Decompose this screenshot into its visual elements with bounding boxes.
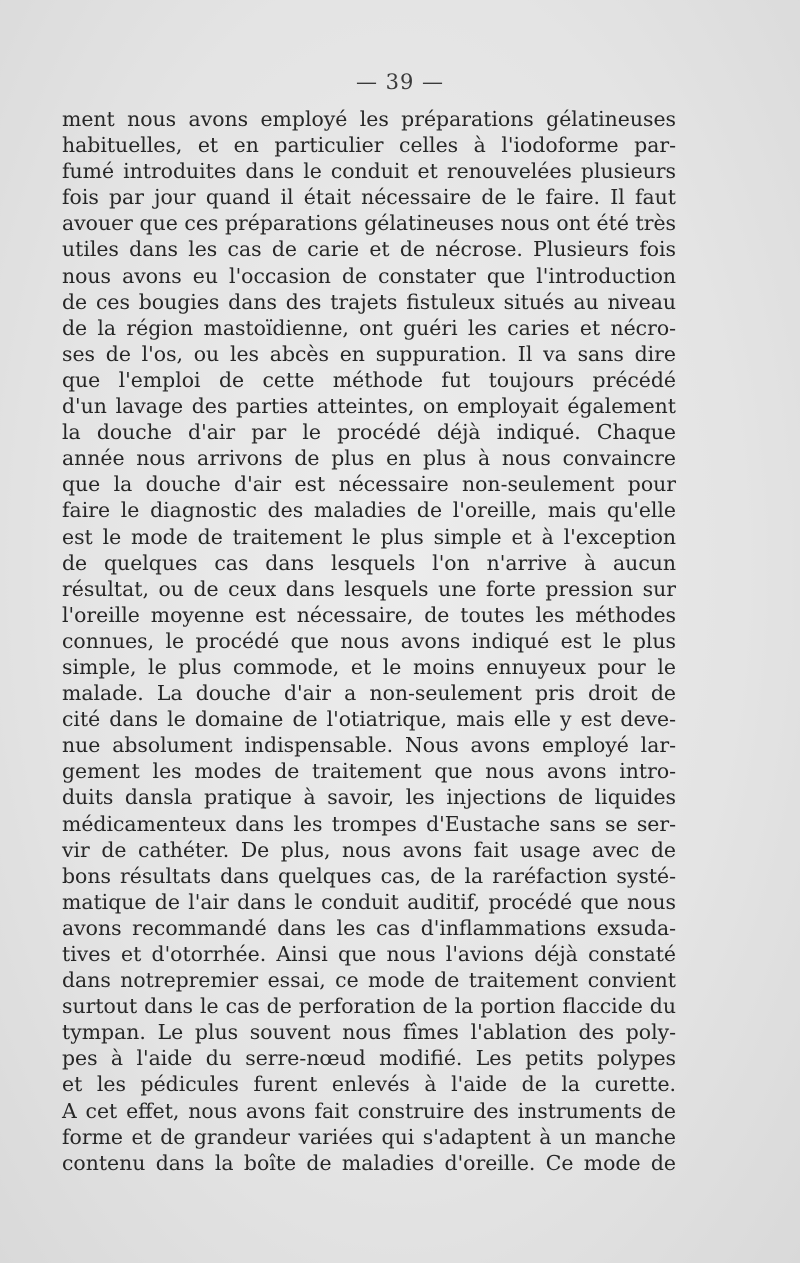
text-line: de la région mastoïdienne, ont guéri les caries et nécro-: [62, 315, 676, 340]
text-line: duits dansla pratique à savoir, les injections de liquides: [62, 785, 676, 810]
text-line: contenu dans la boîte de maladies d'oreille. Ce mode de: [62, 1150, 676, 1175]
text-line: tives et d'otorrhée. Ainsi que nous l'avions déjà constaté: [62, 942, 676, 966]
page-number: — 39 —: [355, 70, 445, 94]
text-line: pes à l'aide du serre-nœud modifié. Les petits polypes: [62, 1046, 676, 1071]
text-line: simple, le plus commode, et le moins ennuyeux pour le: [62, 654, 676, 679]
text-line: connues, le procédé que nous avons indiqué est le plus: [62, 628, 676, 653]
text-line: cité dans le domaine de l'otiatrique, mais elle y est deve-: [62, 707, 676, 732]
text-line: de ces bougies dans des trajets fistuleux situés au niveau: [62, 289, 676, 314]
text-line: avouer que ces préparations gélatineuses nous ont été très: [62, 211, 676, 236]
text-line: surtout dans le cas de perforation de la portion flaccide du: [62, 994, 676, 1019]
text-line: vir de cathéter. De plus, nous avons fait usage avec de: [62, 837, 676, 862]
text-line: dans notrepremier essai, ce mode de traitement convient: [62, 968, 676, 993]
text-line: bons résultats dans quelques cas, de la raréfaction systé-: [62, 863, 676, 888]
text-line: nous avons eu l'occasion de constater que l'introduction: [62, 263, 676, 288]
text-line: la douche d'air par le procédé déjà indiqué. Chaque: [62, 420, 676, 445]
body-text: [62, 106, 676, 1176]
text-line: habituelles, et en particulier celles à l'iodoforme par-: [62, 133, 676, 158]
text-line: tympan. Le plus souvent nous fîmes l'ablation des poly-: [62, 1020, 676, 1045]
text-line: matique de l'air dans le conduit auditif, procédé que nous: [62, 889, 676, 914]
text-line: l'oreille moyenne est nécessaire, de toutes les méthodes: [62, 602, 676, 627]
text-line: nue absolument indispensable. Nous avons employé lar-: [62, 733, 676, 758]
text-line: forme et de grandeur variées qui s'adaptent à un manche: [62, 1124, 676, 1149]
text-line: avons recommandé dans les cas d'inflammations exsuda-: [62, 915, 676, 940]
text-line: fois par jour quand il était nécessaire de le faire. Il faut: [62, 185, 676, 210]
text-line: d'un lavage des parties atteintes, on employait également: [62, 394, 676, 419]
text-line: ses de l'os, ou les abcès en suppuration. Il va sans dire: [62, 341, 676, 366]
text-line: de quelques cas dans lesquels l'on n'arrive à aucun: [62, 550, 676, 575]
text-line: que la douche d'air est nécessaire non-seulement pour: [62, 472, 676, 497]
text-line: faire le diagnostic des maladies de l'oreille, mais qu'elle: [62, 498, 676, 523]
text-line: gement les modes de traitement que nous avons intro-: [62, 759, 676, 784]
text-line: utiles dans les cas de carie et de nécrose. Plusieurs fois: [62, 237, 676, 262]
text-line: A cet effet, nous avons fait construire des instruments de: [62, 1098, 676, 1123]
text-line: malade. La douche d'air a non-seulement pris droit de: [62, 681, 676, 706]
text-line: que l'emploi de cette méthode fut toujours précédé: [62, 367, 676, 392]
text-line: est le mode de traitement le plus simple et à l'exception: [62, 524, 676, 549]
text-line: ment nous avons employé les préparations gélatineuses: [62, 107, 676, 131]
text-line: résultat, ou de ceux dans lesquels une forte pression sur: [62, 576, 676, 601]
text-line: année nous arrivons de plus en plus à nous convaincre: [62, 446, 676, 471]
text-line: médicamenteux dans les trompes d'Eustache sans se ser-: [62, 811, 676, 836]
text-line: fumé introduites dans le conduit et renouvelées plusieurs: [62, 159, 676, 184]
text-line: et les pédicules furent enlevés à l'aide de la curette.: [62, 1072, 676, 1097]
